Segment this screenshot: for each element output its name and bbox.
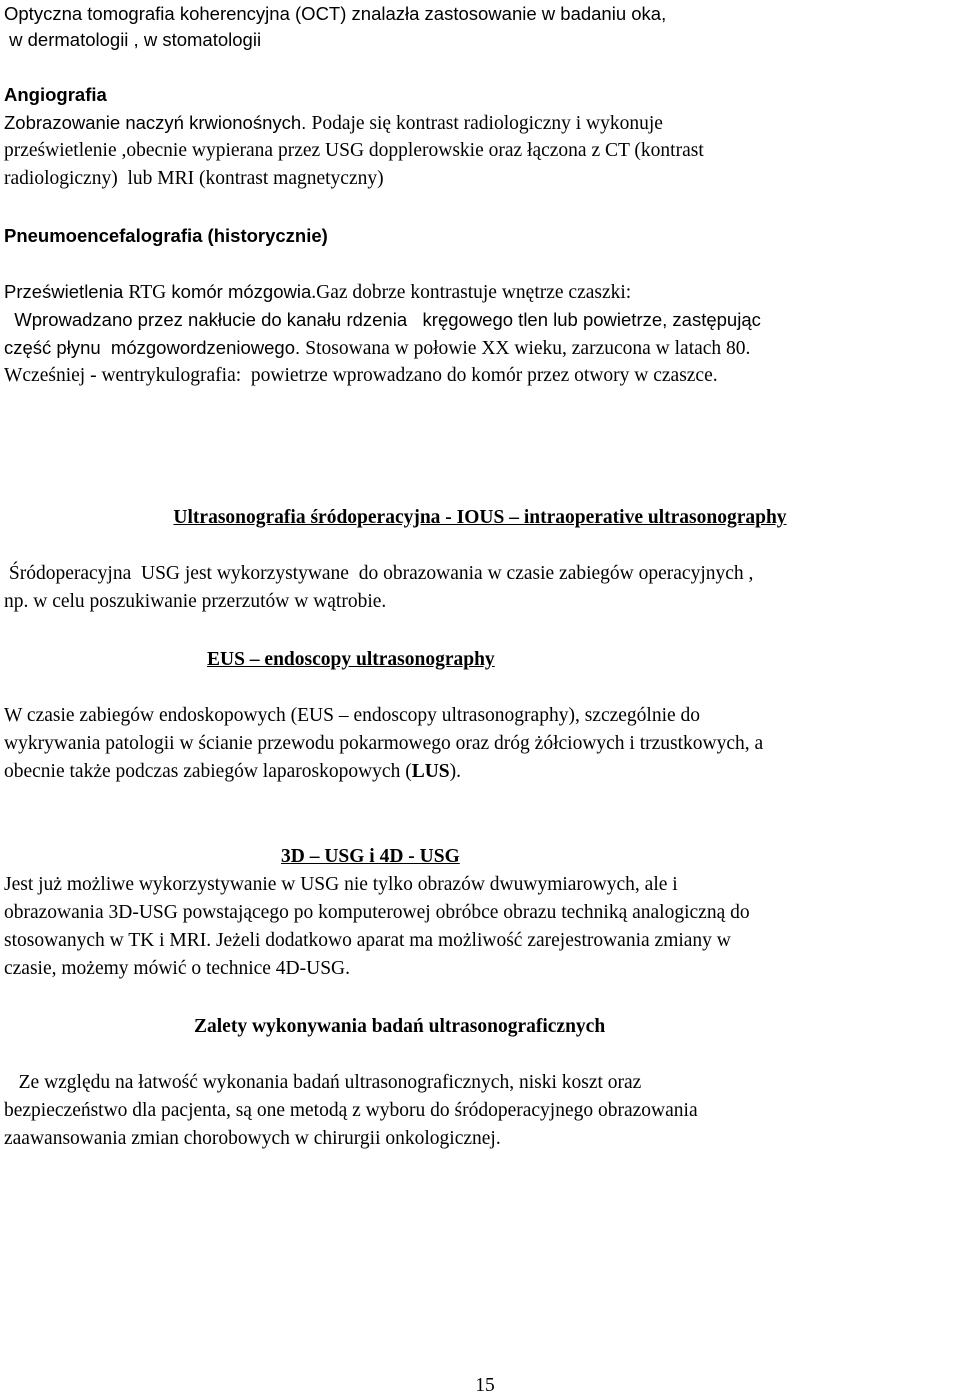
eus-line-2: wykrywania patologii w ścianie przewodu pokarmowego oraz dróg żółciowych i trzustkowych, a <box>4 733 764 754</box>
usg3d-line-1: Jest już możliwe wykorzystywanie w USG nie tylko obrazów dwuwymiarowych, ale i <box>4 874 678 895</box>
pneumo-line-4a: Wcześniej - wentrykulografia: <box>4 365 251 386</box>
ious-line-1: Śródoperacyjna USG jest wykorzystywane do obrazowania w czasie zabiegów operacyjnych , <box>4 563 754 584</box>
oct-line-1: Optyczna tomografia koherencyjna (OCT) znalazła zastosowanie w badaniu oka, <box>4 3 667 24</box>
pneumo-line-1d: mózgowia <box>227 281 312 302</box>
pneumo-line-3 <box>4 334 750 363</box>
pneumo-line-1c: komór <box>166 281 228 302</box>
pneumo-line-2: Wprowadzano przez nakłucie do kanału rdzenia kręgowego tlen lub powietrze, zastępując <box>4 309 761 330</box>
eus-line-3a: obecnie także podczas zabiegów laparoskopowych ( <box>4 761 412 782</box>
pneumo-line-4 <box>4 362 718 390</box>
zalety-line-1: Ze względu na łatwość wykonania badań ultrasonograficznych, niski koszt oraz <box>4 1072 642 1093</box>
pneumo-heading: Pneumoencefalografia (historycznie) <box>4 225 328 246</box>
usg3d-line-3: stosowanych w TK i MRI. Jeżeli dodatkowo aparat ma możliwość zarejestrowania zmiany w <box>4 930 731 951</box>
usg3d-heading: 3D – USG i 4D - USG <box>281 846 460 867</box>
zalety-heading: Zalety wykonywania badań ultrasonograficznych <box>194 1016 606 1037</box>
ious-heading: Ultrasonografia śródoperacyjna - IOUS – intraoperative ultrasonography <box>173 507 787 528</box>
usg3d-line-4: czasie, możemy mówić o technice 4D-USG. <box>4 958 351 979</box>
pneumo-line-3a: część płynu mózgowordzeniowego. <box>4 337 306 358</box>
angiografia-heading: Angiografia <box>4 84 107 105</box>
page-number: 15 <box>475 1375 495 1396</box>
pneumo-line-4b: powietrze wprowadzano do komór przez otwory w czaszce. <box>250 365 718 386</box>
pneumo-line-3b: Stosowana w połowie XX wieku, zarzucona w latach 80. <box>305 338 751 359</box>
eus-line-3c: ). <box>449 761 462 782</box>
pneumo-line-1 <box>4 278 631 307</box>
eus-line-1: W czasie zabiegów endoskopowych (EUS – endoscopy ultrasonography), szczególnie do <box>4 705 701 726</box>
zalety-line-2: bezpieczeństwo dla pacjenta, są one metodą z wyboru do śródoperacyjnego obrazowania <box>4 1100 698 1121</box>
angiografia-line-2: prześwietlenie ,obecnie wypierana przez USG dopplerowskie oraz łączona z CT (kontrast <box>4 140 704 161</box>
pneumo-line-1e: .Gaz dobrze kontrastuje wnętrze czaszki: <box>311 282 632 303</box>
angiografia-line-1a: Zobrazowanie naczyń krwionośnych. <box>4 112 312 133</box>
angiografia-line-3: radiologiczny) lub MRI (kontrast magnetyczny) <box>4 168 384 189</box>
eus-lus-acronym: LUS <box>411 761 450 782</box>
pneumo-line-1b: RTG <box>128 282 167 303</box>
pneumo-line-1a: Prześwietlenia <box>4 281 129 302</box>
usg3d-line-2: obrazowania 3D-USG powstającego po komputerowej obróbce obrazu techniką analogiczną do <box>4 902 750 923</box>
eus-heading: EUS – endoscopy ultrasonography <box>207 649 495 670</box>
oct-line-2: w dermatologii , w stomatologii <box>4 29 262 50</box>
zalety-line-3: zaawansowania zmian chorobowych w chirurgii onkologicznej. <box>4 1128 501 1149</box>
ious-line-2: np. w celu poszukiwanie przerzutów w wątrobie. <box>4 591 387 612</box>
eus-line-3 <box>4 758 461 786</box>
angiografia-line-1 <box>4 109 663 138</box>
angiografia-line-1b: Podaje się kontrast radiologiczny i wykonuje <box>311 113 663 134</box>
